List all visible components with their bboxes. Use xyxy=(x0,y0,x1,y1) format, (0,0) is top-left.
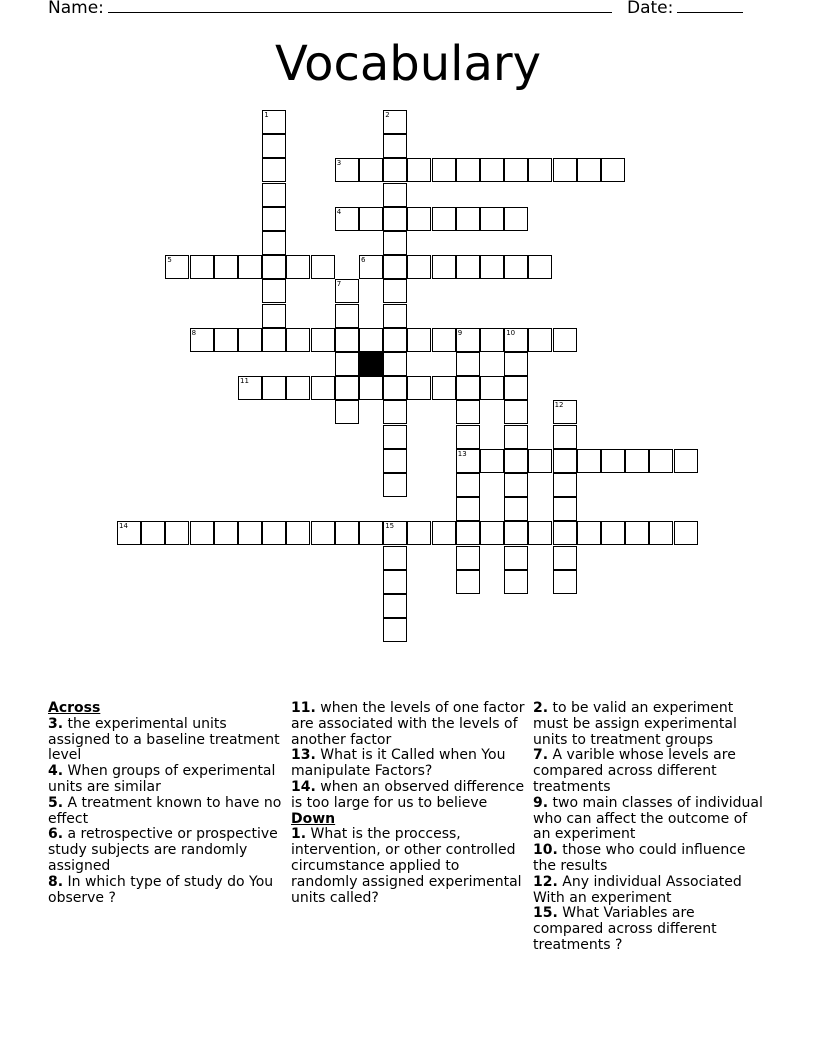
grid-cell[interactable] xyxy=(383,207,407,231)
clue-down-2: 2. to be valid an experiment must be assign experimental units to treatment groups xyxy=(533,700,737,748)
clue-across-11: 11. when the levels of one factor are associated with the levels of another factor xyxy=(291,700,525,748)
grid-cell[interactable] xyxy=(383,134,407,158)
grid-cell[interactable] xyxy=(456,352,480,376)
grid-cell[interactable] xyxy=(553,158,577,182)
grid-cell[interactable] xyxy=(528,328,552,352)
grid-cell[interactable] xyxy=(311,328,335,352)
grid-cell[interactable] xyxy=(286,328,310,352)
grid-cell[interactable] xyxy=(359,207,383,231)
clue-down-12: 12. Any individual Associated With an experiment xyxy=(533,873,742,906)
grid-cell[interactable] xyxy=(528,521,552,545)
across-heading: Across xyxy=(48,700,101,716)
grid-cell[interactable] xyxy=(214,328,238,352)
grid-cell[interactable] xyxy=(456,158,480,182)
grid-cell[interactable] xyxy=(528,449,552,473)
grid-cell[interactable] xyxy=(504,425,528,449)
grid-cell[interactable] xyxy=(238,521,262,545)
grid-cell[interactable] xyxy=(456,473,480,497)
grid-cell[interactable] xyxy=(335,400,359,424)
grid-cell[interactable] xyxy=(383,618,407,642)
grid-cell[interactable] xyxy=(335,521,359,545)
clue-number-label: 14 xyxy=(119,522,128,531)
grid-cell[interactable] xyxy=(456,521,480,545)
grid-cell[interactable] xyxy=(480,521,504,545)
grid-cell[interactable] xyxy=(432,255,456,279)
grid-cell[interactable] xyxy=(504,400,528,424)
grid-cell[interactable] xyxy=(311,521,335,545)
grid-cell[interactable] xyxy=(601,158,625,182)
grid-cell[interactable] xyxy=(456,400,480,424)
grid-cell[interactable] xyxy=(553,497,577,521)
grid-cell[interactable] xyxy=(528,255,552,279)
clue-number-label: 10 xyxy=(506,328,516,337)
grid-cell[interactable] xyxy=(577,158,601,182)
grid-cell[interactable] xyxy=(504,521,528,545)
grid-cell[interactable] xyxy=(383,473,407,497)
grid-cell[interactable] xyxy=(553,521,577,545)
clues-column-3 xyxy=(533,701,769,954)
grid-cell[interactable] xyxy=(383,570,407,594)
grid-cell[interactable] xyxy=(504,328,528,352)
grid-cell[interactable] xyxy=(117,521,141,545)
grid-cell[interactable] xyxy=(407,207,431,231)
clue-number-label: 6 xyxy=(361,256,366,265)
clue-down-10: 10. those who could influence the results xyxy=(533,842,746,874)
grid-cell[interactable] xyxy=(553,400,577,424)
grid-cell[interactable] xyxy=(383,546,407,570)
grid-cell[interactable] xyxy=(262,255,286,279)
grid-cell[interactable] xyxy=(456,449,480,473)
clue-number-label: 7 xyxy=(336,280,342,289)
grid-cell[interactable] xyxy=(286,376,310,400)
clue-number-label: 13 xyxy=(457,449,467,458)
grid-cell[interactable] xyxy=(456,425,480,449)
grid-cell[interactable] xyxy=(335,304,359,328)
grid-cell[interactable] xyxy=(262,158,286,182)
clue-across-3: 3. the experimental units assigned to a baseline treatment level xyxy=(48,715,280,764)
clue-number-label: 5 xyxy=(167,256,172,265)
grid-block-cell xyxy=(359,352,383,376)
grid-cell[interactable] xyxy=(553,328,577,352)
grid-cell[interactable] xyxy=(553,546,577,570)
grid-cell[interactable] xyxy=(625,449,649,473)
clue-number-label: 8 xyxy=(191,328,197,337)
clue-across-14: 14. when an observed difference is too large for us to believe xyxy=(291,778,525,811)
grid-cell[interactable] xyxy=(480,328,504,352)
grid-cell[interactable] xyxy=(383,231,407,255)
grid-cell[interactable] xyxy=(383,279,407,303)
grid-cell[interactable] xyxy=(383,328,407,352)
grid-cell[interactable] xyxy=(262,521,286,545)
grid-cell[interactable] xyxy=(335,376,359,400)
grid-cell[interactable] xyxy=(262,183,286,207)
grid-cell[interactable] xyxy=(407,521,431,545)
grid-cell[interactable] xyxy=(432,328,456,352)
grid-cell[interactable] xyxy=(504,352,528,376)
down-heading: Down xyxy=(291,810,336,827)
grid-cell[interactable] xyxy=(553,570,577,594)
grid-cell[interactable] xyxy=(286,255,310,279)
grid-cell[interactable] xyxy=(674,449,698,473)
clue-down-1: 1. What is the proccess, intervention, or other controlled circumstance applied to randomly assigned experimental units called? xyxy=(291,826,522,906)
clue-across-13: 13. What is it Called when You manipulate Factors? xyxy=(291,747,506,780)
grid-cell[interactable] xyxy=(190,521,214,545)
grid-cell[interactable] xyxy=(456,255,480,279)
grid-cell[interactable] xyxy=(262,110,286,134)
grid-cell[interactable] xyxy=(335,352,359,376)
grid-cell[interactable] xyxy=(504,158,528,182)
grid-cell[interactable] xyxy=(649,449,673,473)
clue-across-6: 6. a retrospective or prospective study subjects are randomly assigned xyxy=(48,826,278,874)
grid-cell[interactable] xyxy=(649,521,673,545)
grid-cell[interactable] xyxy=(383,352,407,376)
grid-cell[interactable] xyxy=(504,473,528,497)
grid-cell[interactable] xyxy=(383,110,407,134)
grid-cell[interactable] xyxy=(383,158,407,182)
grid-cell[interactable] xyxy=(456,207,480,231)
grid-cell[interactable] xyxy=(407,376,431,400)
grid-cell[interactable] xyxy=(456,497,480,521)
grid-cell[interactable] xyxy=(238,255,262,279)
grid-cell[interactable] xyxy=(504,255,528,279)
grid-cell[interactable] xyxy=(165,255,189,279)
grid-cell[interactable] xyxy=(214,521,238,545)
grid-cell[interactable] xyxy=(141,521,165,545)
grid-cell[interactable] xyxy=(383,425,407,449)
grid-cell[interactable] xyxy=(262,328,286,352)
clue-number-label: 1 xyxy=(264,111,269,119)
clue-number-label: 12 xyxy=(554,401,564,410)
clue-number-label: 11 xyxy=(240,377,249,386)
grid-cell[interactable] xyxy=(407,158,431,182)
grid-cell[interactable] xyxy=(238,328,262,352)
grid-cell[interactable] xyxy=(262,231,286,255)
grid-cell[interactable] xyxy=(456,376,480,400)
grid-cell[interactable] xyxy=(165,521,189,545)
grid-cell[interactable] xyxy=(504,546,528,570)
grid-cell[interactable] xyxy=(553,473,577,497)
grid-cell[interactable] xyxy=(577,449,601,473)
grid-cell[interactable] xyxy=(359,255,383,279)
clue-number-label: 4 xyxy=(336,207,342,216)
grid-cell[interactable] xyxy=(335,207,359,231)
grid-cell[interactable] xyxy=(456,328,480,352)
grid-cell[interactable] xyxy=(456,546,480,570)
clue-number-label: 15 xyxy=(385,522,395,531)
grid-cell[interactable] xyxy=(407,255,431,279)
grid-cell[interactable] xyxy=(504,376,528,400)
date-label: Date: xyxy=(627,0,674,18)
grid-cell[interactable] xyxy=(480,376,504,400)
grid-cell[interactable] xyxy=(311,255,335,279)
grid-cell[interactable] xyxy=(528,158,552,182)
clue-down-15: 15. What Variables are compared across different treatments ? xyxy=(533,905,717,953)
grid-cell[interactable] xyxy=(432,207,456,231)
grid-cell[interactable] xyxy=(383,304,407,328)
grid-cell[interactable] xyxy=(383,449,407,473)
grid-cell[interactable] xyxy=(383,400,407,424)
grid-cell[interactable] xyxy=(262,207,286,231)
grid-cell[interactable] xyxy=(383,594,407,618)
grid-cell[interactable] xyxy=(601,521,625,545)
grid-cell[interactable] xyxy=(480,449,504,473)
grid-cell[interactable] xyxy=(190,255,214,279)
grid-cell[interactable] xyxy=(262,279,286,303)
grid-cell[interactable] xyxy=(214,255,238,279)
grid-cell[interactable] xyxy=(383,183,407,207)
grid-cell[interactable] xyxy=(383,521,407,545)
grid-cell[interactable] xyxy=(480,255,504,279)
grid-cell[interactable] xyxy=(359,521,383,545)
grid-cell[interactable] xyxy=(456,570,480,594)
grid-cell[interactable] xyxy=(335,279,359,303)
clue-number-label: 9 xyxy=(457,328,463,337)
grid-cell[interactable] xyxy=(359,376,383,400)
grid-cell[interactable] xyxy=(480,158,504,182)
grid-cell[interactable] xyxy=(625,521,649,545)
grid-cell[interactable] xyxy=(335,328,359,352)
grid-cell[interactable] xyxy=(432,521,456,545)
grid-cell[interactable] xyxy=(407,328,431,352)
clue-across-4: 4. When groups of experimental units are similar xyxy=(48,763,276,795)
grid-cell[interactable] xyxy=(432,376,456,400)
grid-cell[interactable] xyxy=(601,449,625,473)
clue-down-7: 7. A varible whose levels are compared across different treatments xyxy=(533,747,736,795)
clues-column-2 xyxy=(291,701,527,906)
grid-cell[interactable] xyxy=(553,425,577,449)
clues-column-1 xyxy=(48,701,284,906)
grid-cell[interactable] xyxy=(335,158,359,182)
grid-cell[interactable] xyxy=(190,328,214,352)
grid-cell[interactable] xyxy=(359,158,383,182)
clue-number-label: 2 xyxy=(385,111,390,119)
grid-cell[interactable] xyxy=(504,207,528,231)
grid-cell[interactable] xyxy=(504,497,528,521)
grid-cell[interactable] xyxy=(286,521,310,545)
clue-down-9: 9. two main classes of individual who can affect the outcome of an experiment xyxy=(533,794,763,843)
grid-cell[interactable] xyxy=(553,449,577,473)
grid-cell[interactable] xyxy=(577,521,601,545)
clue-across-8: 8. In which type of study do You observe ? xyxy=(48,873,274,906)
grid-cell[interactable] xyxy=(238,376,262,400)
grid-cell[interactable] xyxy=(359,328,383,352)
grid-cell[interactable] xyxy=(504,449,528,473)
grid-cell[interactable] xyxy=(383,255,407,279)
grid-cell[interactable] xyxy=(432,158,456,182)
grid-cell[interactable] xyxy=(383,376,407,400)
name-label: Name: xyxy=(48,0,104,18)
grid-cell[interactable] xyxy=(262,134,286,158)
grid-cell[interactable] xyxy=(262,304,286,328)
grid-cell[interactable] xyxy=(504,570,528,594)
page-title: Vocabulary xyxy=(274,36,542,92)
grid-cell[interactable] xyxy=(262,376,286,400)
clue-number-label: 3 xyxy=(336,159,342,168)
grid-cell[interactable] xyxy=(311,376,335,400)
grid-cell[interactable] xyxy=(480,207,504,231)
clue-across-5: 5. A treatment known to have no effect xyxy=(48,794,282,827)
grid-cell[interactable] xyxy=(674,521,698,545)
